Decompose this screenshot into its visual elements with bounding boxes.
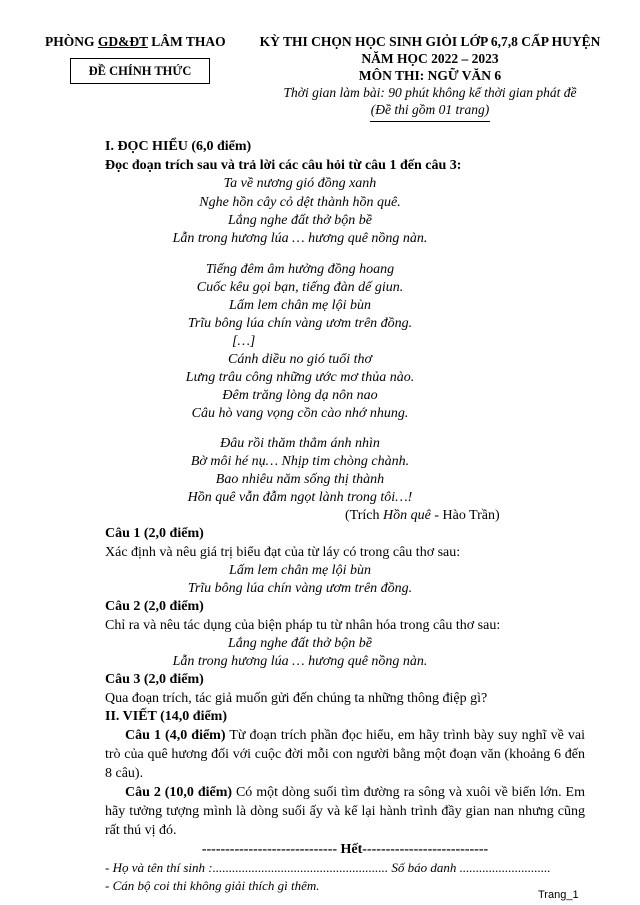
- poem-line: Hồn quê vẫn đẫm ngọt lành trong tôi…!: [187, 490, 413, 505]
- poem-line: Cánh diều no gió tuổi thơ: [228, 352, 372, 367]
- question-2-label: Câu 2 (2,0 điểm): [105, 599, 204, 614]
- poem-line: Lẫn trong hương lúa … hương quê nồng nàn.: [172, 231, 428, 246]
- exam-duration: Thời gian làm bài: 90 phút không kể thời gian phát đề: [283, 85, 577, 100]
- question-2-text: Chỉ ra và nêu tác dụng của biện pháp tu từ nhân hóa trong câu thơ sau:: [105, 618, 501, 633]
- part1-heading: I. ĐỌC HIỂU (6,0 điểm): [105, 139, 252, 154]
- poem-line: Lưng trâu công những ước mơ thủa nào.: [185, 370, 415, 385]
- poem-source: (Trích Hồn quê - Hào Trần): [345, 508, 500, 523]
- poem-line: Nghe hồn cây cỏ dệt thành hồn quê.: [199, 195, 401, 210]
- part1-instruction: Đọc đoạn trích sau và trả lời các câu hỏi từ câu 1 đến câu 3:: [105, 158, 462, 173]
- question-1-text: Xác định và nêu giá trị biểu đạt của từ láy có trong câu thơ sau:: [105, 545, 461, 560]
- invigilator-note: - Cán bộ coi thi không giải thích gì thêm.: [105, 878, 320, 893]
- poem-line: Bờ môi hé nụ… Nhịp tim chòng chành.: [190, 454, 410, 469]
- question-3-label: Câu 3 (2,0 điểm): [105, 672, 204, 687]
- question-2-quote: Lẫn trong hương lúa … hương quê nồng nàn.: [172, 654, 428, 669]
- poem-line: Đâu rồi thăm thẳm ánh nhìn: [220, 436, 380, 451]
- poem-line: Đêm trăng lòng dạ nôn nao: [222, 388, 378, 403]
- poem-line: Lấm lem chân mẹ lội bùn: [229, 298, 371, 313]
- poem-line: Ta về nương gió đồng xanh: [223, 176, 377, 191]
- writing-question-2: Câu 2 (10,0 điểm) Có một dòng suối tìm đường ra sông và xuôi về biển lớn. Em hãy tưởng tượng mình là dòng suối ấy và kể lại hành trình đầy gian nan nhưng cũng rất thú vị đó.: [105, 785, 585, 838]
- question-2-quote: Lắng nghe đất thở bộn bề: [228, 636, 372, 651]
- page-number: Trang_1: [538, 889, 579, 901]
- poem-line: Tiếng đêm âm hưởng đồng hoang: [205, 262, 395, 277]
- question-1-quote: Trĩu bông lúa chín vàng ươm trên đồng.: [187, 581, 413, 596]
- poem-ellipsis: […]: [232, 334, 256, 349]
- question-3-text: Qua đoạn trích, tác giả muốn gửi đến chúng ta những thông điệp gì?: [105, 691, 488, 706]
- end-marker: ----------------------------- Hết---------------------------: [201, 842, 489, 857]
- candidate-info-line: - Họ và tên thí sinh :...................................................... Số báo danh ............................: [105, 860, 551, 875]
- question-1-quote: Lấm lem chân mẹ lội bùn: [229, 563, 371, 578]
- poem-line: Bao nhiêu năm sống thị thành: [215, 472, 385, 487]
- poem-line: Trĩu bông lúa chín vàng ươm trên đồng.: [187, 316, 413, 331]
- exam-title: KỲ THI CHỌN HỌC SINH GIỎI LỚP 6,7,8 CẤP HUYỆN: [259, 34, 601, 49]
- header-divider: [370, 121, 490, 122]
- official-label: ĐỀ CHÍNH THỨC: [70, 58, 210, 84]
- question-1-label: Câu 1 (2,0 điểm): [105, 526, 204, 541]
- department-name: PHÒNG GD&ĐT LÂM THAO: [45, 34, 226, 49]
- part2-heading: II. VIẾT (14,0 điểm): [105, 709, 228, 724]
- school-year: NĂM HỌC 2022 – 2023: [361, 51, 499, 66]
- writing-question-1: Câu 1 (4,0 điểm) Từ đoạn trích phần đọc hiểu, em hãy trình bày suy nghĩ về vai trò của quê hương đối với cuộc đời mỗi con người bằng một đoạn văn (khoảng 6 đến 8 câu).: [105, 728, 585, 781]
- subject-title: MÔN THI: NGỮ VĂN 6: [358, 68, 502, 83]
- poem-line: Câu hò vang vọng cồn cào nhớ nhung.: [191, 406, 409, 421]
- poem-line: Cuốc kêu gọi bạn, tiếng đàn dế giun.: [196, 280, 404, 295]
- page-count: (Đề thi gồm 01 trang): [370, 102, 490, 117]
- poem-line: Lắng nghe đất thở bộn bề: [228, 213, 372, 228]
